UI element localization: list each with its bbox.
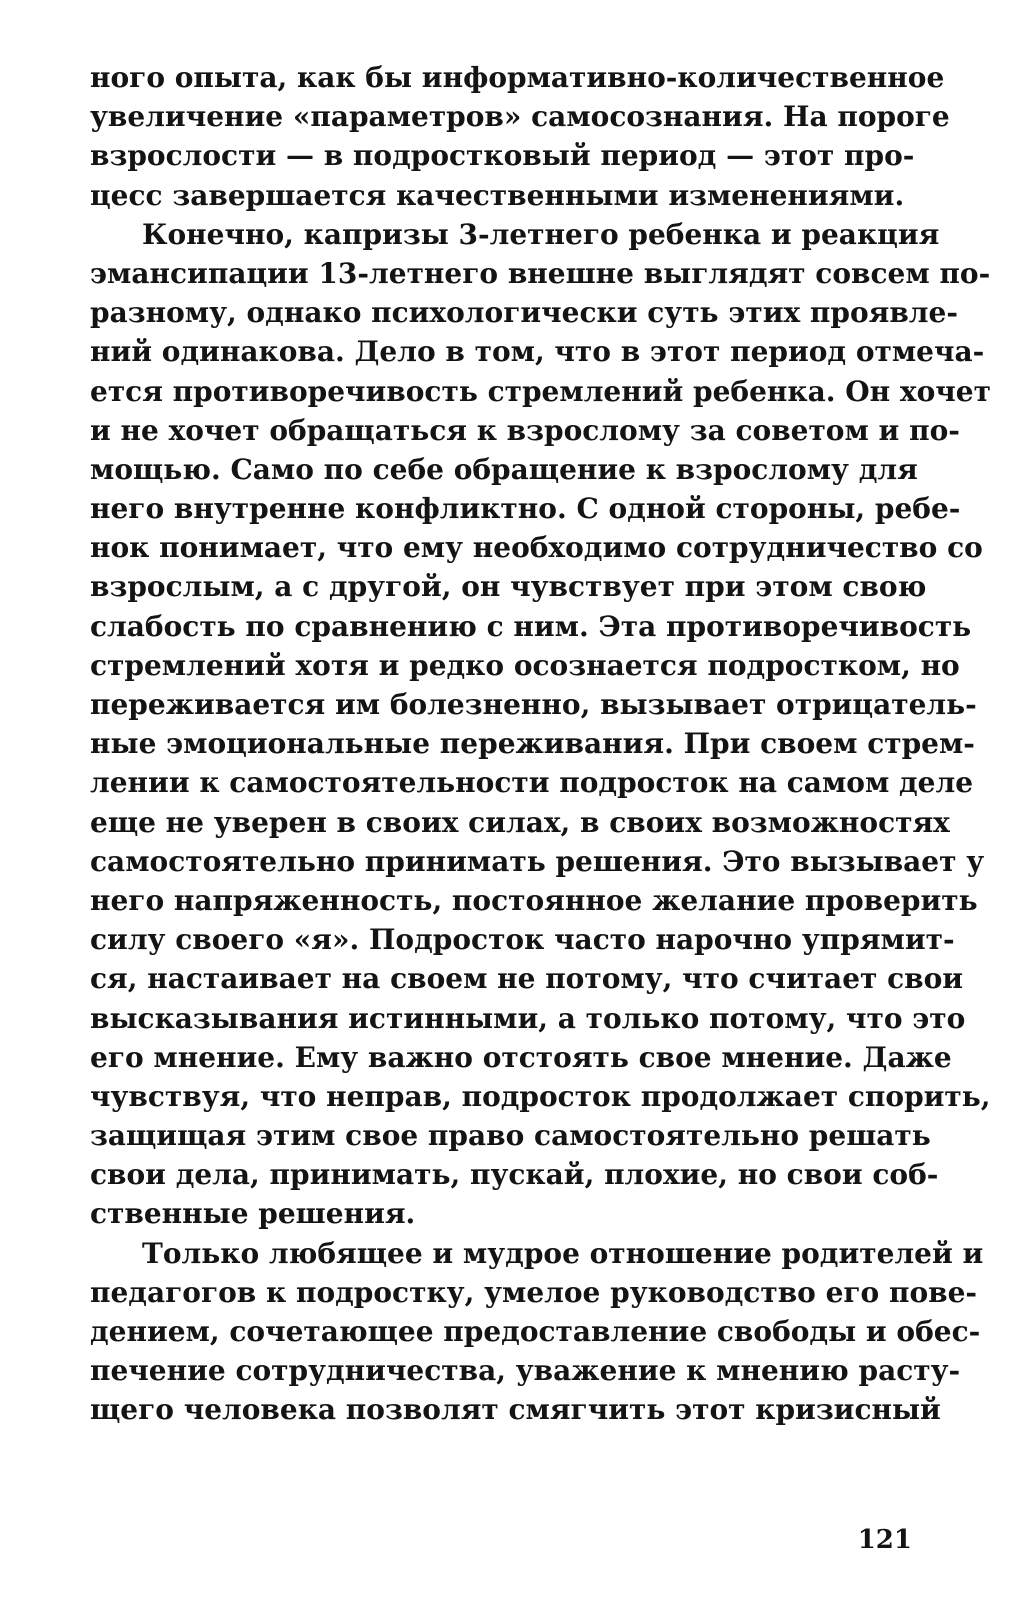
text-line: эмансипации 13-летнего внешне выглядят совсем по- bbox=[90, 256, 991, 290]
text-line: ся, настаивает на своем не потому, что считает свои bbox=[90, 962, 964, 996]
text-line: Только любящее и мудрое отношение родителей и bbox=[142, 1236, 984, 1270]
text-line: чувствуя, что неправ, подросток продолжает спорить, bbox=[90, 1079, 991, 1113]
text-line: ственные решения. bbox=[90, 1197, 416, 1231]
text-line: нок понимает, что ему необходимо сотрудничество со bbox=[90, 531, 983, 565]
text-line: печение сотрудничества, уважение к мнению расту- bbox=[90, 1354, 961, 1388]
text-line: дением, сочетающее предоставление свободы и обес- bbox=[90, 1315, 981, 1348]
text-line: педагогов к подростку, умелое руководство его пове- bbox=[90, 1275, 978, 1309]
text-line: разному, однако психологически суть этих проявле- bbox=[90, 296, 958, 330]
text-line: лении к самостоятельности подросток на самом деле bbox=[90, 766, 974, 800]
text-line: увеличение «параметров» самосознания. На пороге bbox=[90, 100, 950, 134]
paragraph-3 bbox=[90, 1234, 984, 1430]
text-line: защищая этим свое право самостоятельно решать bbox=[90, 1119, 931, 1153]
text-line: ного опыта, как бы информативно-количественное bbox=[90, 61, 945, 94]
text-line: его мнение. Ему важно отстоять свое мнение. Даже bbox=[90, 1040, 952, 1074]
text-line: переживается им болезненно, вызывает отрицатель- bbox=[90, 688, 977, 721]
text-line: мощью. Само по себе обращение к взрослому для bbox=[90, 452, 918, 486]
text-line: взрослым, а с другой, он чувствует при этом свою bbox=[90, 570, 927, 604]
paragraph-1 bbox=[90, 58, 950, 215]
text-line: него внутренне конфликтно. С одной стороны, ребе- bbox=[90, 492, 961, 526]
text-line: него напряженность, постоянное желание проверить bbox=[90, 883, 978, 917]
text-line: и не хочет обращаться к взрослому за советом и по- bbox=[90, 413, 960, 447]
text-line: Конечно, капризы 3-летнего ребенка и реакция bbox=[142, 217, 940, 251]
text-line: стремлений хотя и редко осознается подростком, но bbox=[90, 648, 960, 682]
text-line: ний одинакова. Дело в том, что в этот период отмеча- bbox=[90, 335, 985, 369]
text-line: еще не уверен в своих силах, в своих возможностях bbox=[90, 805, 950, 839]
text-line: взрослости — в подростковый период — этот про- bbox=[90, 139, 915, 173]
text-line: цесс завершается качественными изменениями. bbox=[90, 178, 905, 212]
text-line: силу своего «я». Подросток часто нарочно упрямит- bbox=[90, 923, 955, 957]
text-line: ные эмоциональные переживания. При своем стрем- bbox=[90, 727, 975, 761]
page-number: 121 bbox=[857, 1525, 912, 1555]
body-text bbox=[90, 58, 991, 1430]
text-line: самостоятельно принимать решения. Это вызывает у bbox=[90, 844, 985, 878]
text-line: высказывания истинными, а только потому, что это bbox=[90, 1001, 966, 1035]
text-line: свои дела, принимать, пускай, плохие, но свои соб- bbox=[90, 1158, 939, 1192]
paragraph-2 bbox=[90, 215, 991, 1234]
text-line: слабость по сравнению с ним. Эта противоречивость bbox=[90, 609, 972, 643]
text-line: щего человека позволят смягчить этот кризисный bbox=[90, 1393, 941, 1427]
text-line: ется противоречивость стремлений ребенка. Он хочет bbox=[90, 374, 991, 408]
